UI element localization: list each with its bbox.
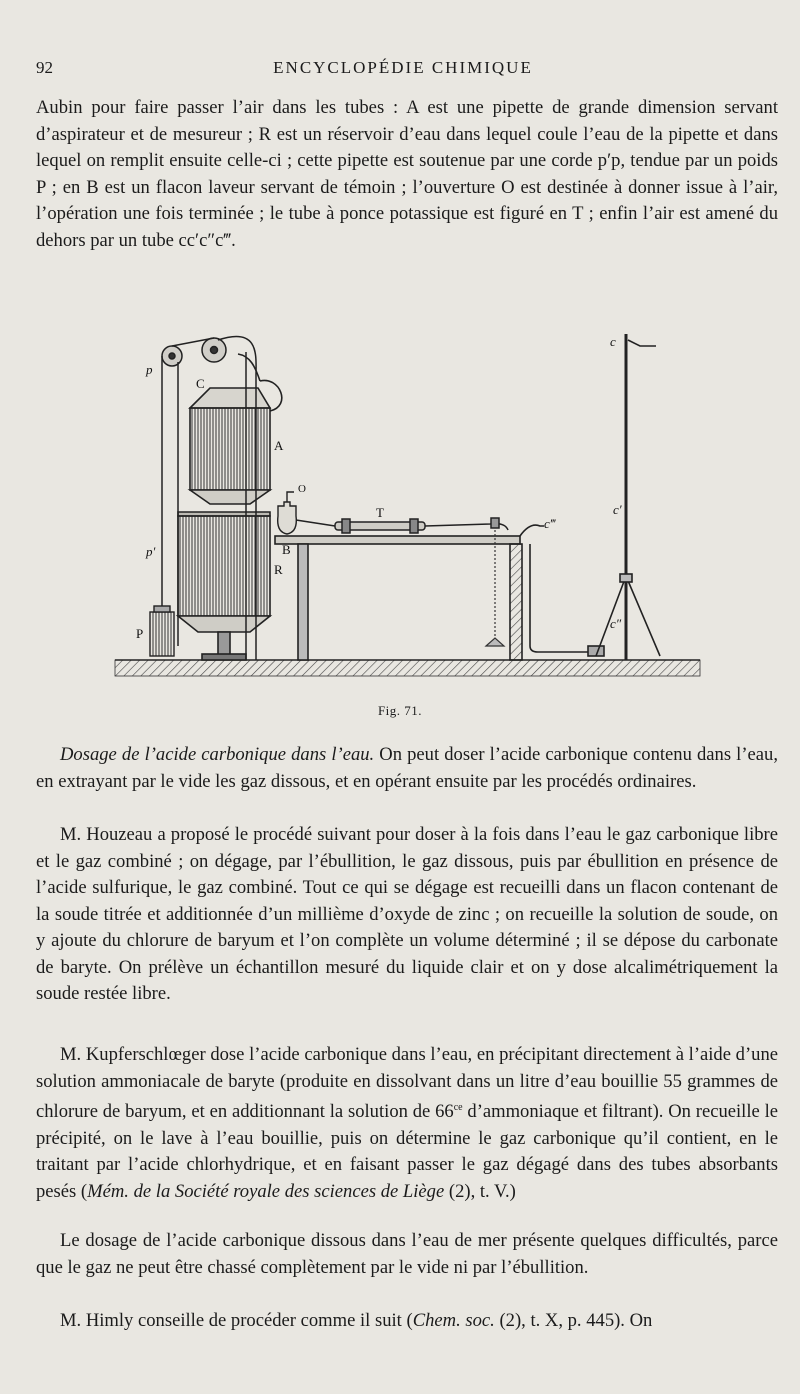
kupfer-text-end: (2), t. V.) [444, 1180, 516, 1202]
chain-pendulum [486, 530, 504, 646]
paragraph-himly [36, 1308, 778, 1335]
label-C: C [196, 376, 205, 391]
figure-caption: Fig. 71. [377, 703, 423, 718]
air-tube-c [520, 334, 660, 660]
running-title: ENCYCLOPÉDIE CHIMIQUE [273, 58, 533, 77]
himly-reference: Chem. soc. [412, 1310, 495, 1331]
workbench [275, 536, 522, 660]
weight-P [150, 606, 174, 656]
paragraph-houzeau: M. Houzeau a proposé le procédé suivant pour doser à la fois dans l’eau le gaz carbonique libre et le gaz combiné ; on dégage, par l’ébullition, le gaz dissous, puis par ébullition en présence de l’acide sulfurique, le gaz combiné. Tout ce qui se dégage est recueilli dans un flacon contenant de la soude titrée et additionnée d’un millième d’oxyde de zinc ; on recueille la solution de soude, on y ajoute du chlorure de baryum et l’on complète un volume déterminé ; il se dépose du carbonate de baryte. On prélève un échantillon mesuré du liquide clair et on y dose alcalimétriquement la soude restée libre. [36, 824, 778, 1004]
kupfer-text-mid: d’ammoniaque et filtrant). On recueille le précipité, on le lave à l’eau bouillie, puis on détermine le gaz carbonique qu’il contient, en le traitant par l’acide chlorhydrique, et en faisant passer le gaz dégagé dans des tubes absorbants pesés ( [36, 1101, 778, 1202]
running-header [36, 58, 770, 84]
label-O: O [298, 483, 306, 495]
label-p: p [146, 362, 153, 377]
himly-text-start: M. Himly conseille de procéder comme il suit ( [60, 1310, 413, 1331]
label-T: T [376, 505, 384, 520]
himly-text-end: (2), t. X, p. 445). On [494, 1310, 653, 1331]
paragraph-dosage-body: On peut doser l’acide carbonique contenu dans l’eau, en extrayant par le vide les gaz dissous, et en opérant ensuite par les procédés ordinaires. [36, 744, 778, 792]
kupfer-text-start: M. Kupferschlœger dose l’acide carbonique dans l’eau, en précipitant directement à l’aide d’une solution ammoniacale de baryte (produite en dissolvant dans un litre d’eau bouillie 55 grammes de chlorure de baryum, et en additionnant la solution de 66 [36, 1044, 778, 1123]
ground-hatch [115, 660, 700, 676]
label-c-second: c″ [610, 616, 622, 631]
label-R: R [274, 562, 283, 577]
label-p-prime: p′ [146, 544, 156, 559]
paragraph-sea-water: Le dosage de l’acide carbonique dissous dans l’eau de mer présente quelques difficultés, parce que le gaz ne peut être chassé complètement par le vide ni par l’ébullition. [36, 1230, 778, 1278]
kupfer-superscript: ce [453, 1102, 463, 1113]
kupfer-reference: Mém. de la Société royale des sciences de Liège [87, 1180, 445, 1202]
label-B: B [282, 542, 291, 557]
label-c: c [610, 334, 616, 349]
paragraph-apparatus-description: Aubin pour faire passer l’air dans les tubes : A est une pipette de grande dimension servant d’aspirateur et de mesureur ; R est un réservoir d’eau dans lequel coule l’eau de la pipette et dans lequel on remplit ensuite celle-ci ; cette pipette est soutenue par une corde p′p, tendue par un poids P ; en B est un flacon laveur servant de témoin ; l’ouverture O est destinée à donner issue à l’air, l’opération une fois terminée ; le tube à ponce potassique est figuré en T ; enfin l’air est amené du dehors par un tube cc′c″c‴. [36, 97, 778, 251]
section-heading: Dosage de l’acide carbonique dans l’eau. [60, 744, 375, 765]
potash-tube-T [296, 518, 508, 533]
figure-apparatus [110, 316, 710, 696]
label-P: P [136, 626, 144, 641]
label-c-third: c‴ [544, 516, 556, 531]
page-number: 92 [36, 58, 53, 77]
flask-B [278, 492, 297, 534]
paragraph-kupferschloeger [36, 1042, 778, 1205]
label-A: A [274, 438, 284, 453]
paragraph-dosage [36, 742, 778, 795]
apparatus-illustration [110, 316, 710, 696]
label-c-prime: c′ [613, 502, 622, 517]
